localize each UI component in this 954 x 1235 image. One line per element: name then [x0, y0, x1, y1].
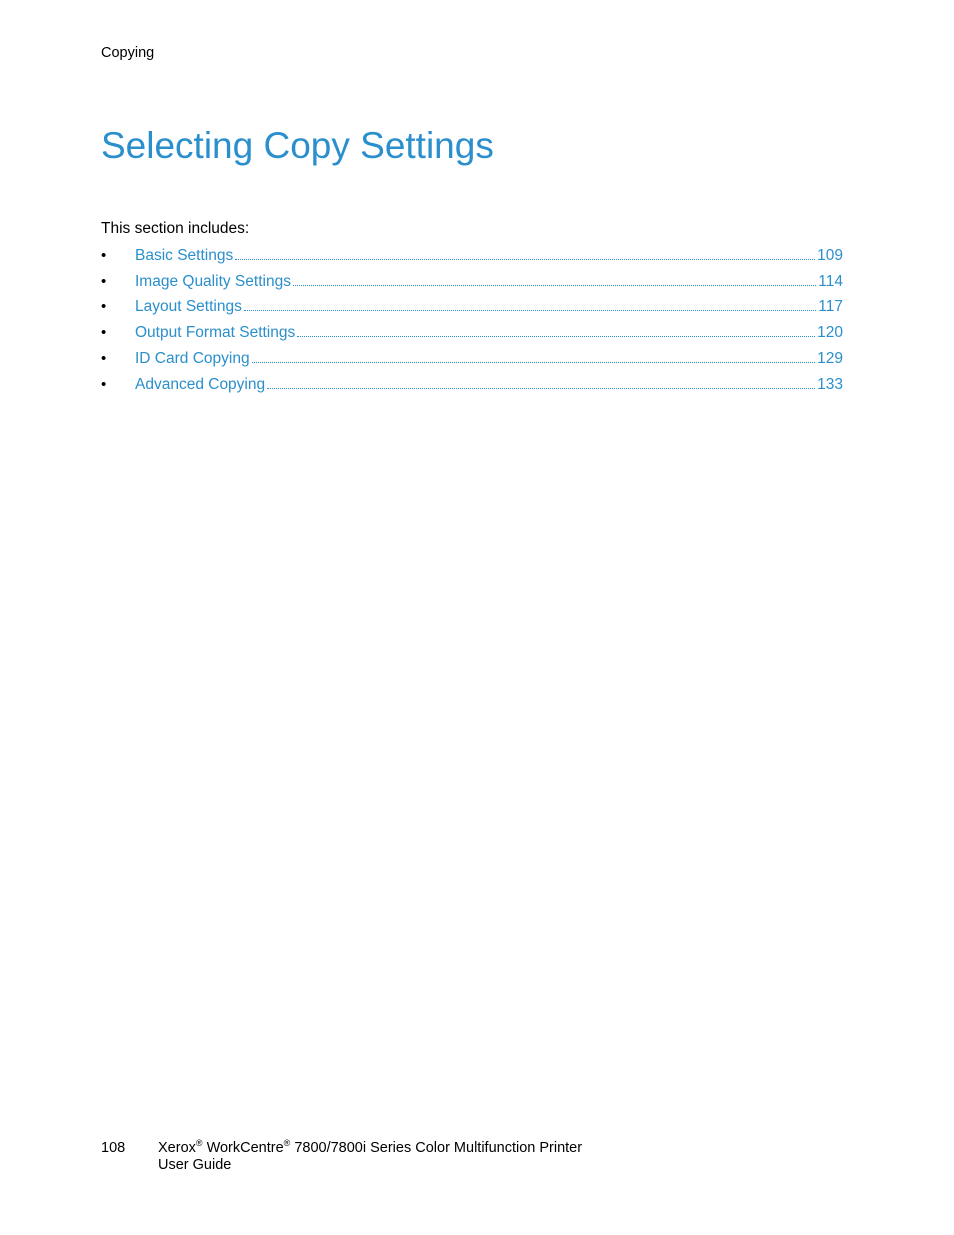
toc-page-number: 120 — [817, 324, 843, 342]
registered-mark: ® — [283, 1138, 291, 1149]
toc-list — [101, 243, 843, 398]
footer-product-name: WorkCentre — [206, 1140, 284, 1156]
toc-label: Layout Settings — [135, 298, 242, 316]
bullet: • — [101, 350, 107, 368]
toc-item — [101, 295, 843, 321]
running-header: Copying — [101, 45, 155, 61]
toc-link-basic-settings[interactable] — [135, 246, 843, 266]
footer-page-number: 108 — [101, 1140, 126, 1156]
bullet: • — [101, 246, 107, 264]
page-title: Selecting Copy Settings — [101, 125, 494, 166]
section-intro: This section includes: — [101, 220, 250, 237]
toc-label: ID Card Copying — [135, 350, 250, 368]
bullet: • — [101, 324, 107, 342]
footer-product-series: 7800/7800i Series Color Multifunction Printer — [294, 1140, 583, 1156]
toc-page-number: 133 — [817, 375, 843, 393]
bullet: • — [101, 272, 107, 290]
toc-label: Basic Settings — [135, 246, 234, 264]
bullet: • — [101, 298, 107, 316]
toc-label: Output Format Settings — [135, 324, 296, 342]
toc-item — [101, 346, 843, 372]
footer-product-title — [158, 1140, 582, 1174]
toc-link-output-format-settings[interactable] — [135, 323, 843, 343]
toc-leader-dots — [293, 284, 816, 286]
toc-link-layout-settings[interactable] — [135, 297, 843, 317]
toc-leader-dots — [267, 387, 815, 389]
toc-leader-dots — [252, 361, 816, 363]
bullet: • — [101, 375, 107, 393]
toc-item — [101, 243, 843, 269]
toc-label: Image Quality Settings — [135, 272, 291, 290]
toc-item — [101, 372, 843, 398]
toc-link-id-card-copying[interactable] — [135, 349, 843, 369]
toc-page-number: 114 — [818, 272, 843, 290]
registered-mark: ® — [195, 1138, 203, 1149]
toc-page-number: 109 — [817, 246, 843, 264]
toc-item — [101, 269, 843, 295]
toc-page-number: 117 — [818, 298, 843, 316]
toc-leader-dots — [235, 258, 815, 260]
toc-leader-dots — [297, 335, 815, 337]
toc-link-advanced-copying[interactable] — [135, 375, 843, 395]
footer-doc-type: User Guide — [158, 1157, 232, 1173]
toc-page-number: 129 — [817, 350, 843, 368]
toc-label: Advanced Copying — [135, 375, 266, 393]
toc-leader-dots — [244, 309, 816, 311]
footer-brand: Xerox — [158, 1140, 196, 1156]
toc-item — [101, 320, 843, 346]
toc-link-image-quality-settings[interactable] — [135, 272, 843, 292]
footer-product-line — [158, 1140, 582, 1157]
